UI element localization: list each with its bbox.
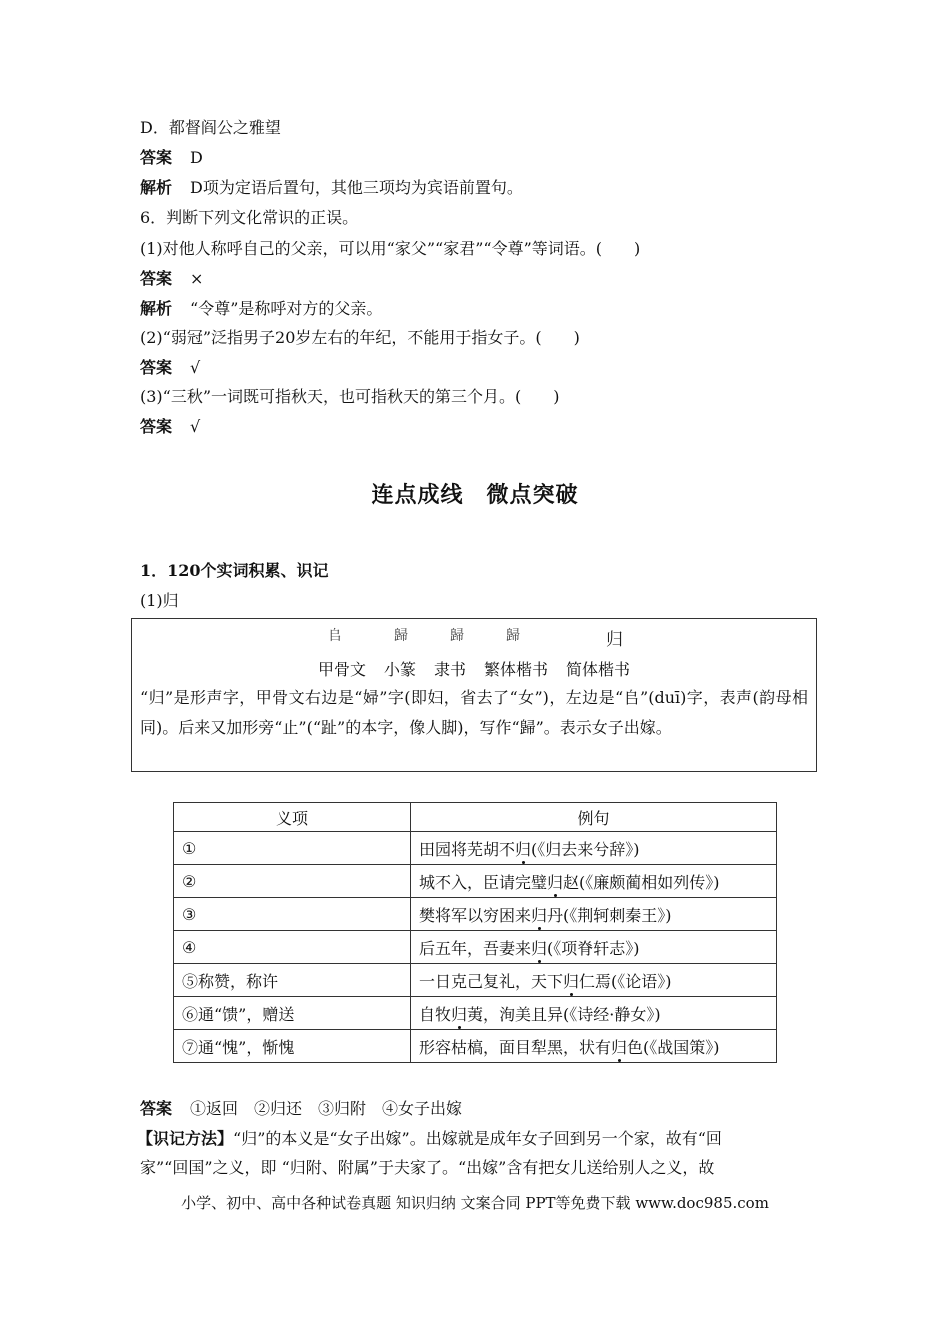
- example-pre: 一日克己复礼，天下: [419, 971, 564, 991]
- meaning-cell: ⑥通“馈”，赠送: [174, 997, 411, 1030]
- traditional-glyph: 歸: [506, 628, 520, 644]
- example-key: 归: [611, 1037, 628, 1057]
- question-6-2: (2)“弱冠”泛指男子20岁左右的年纪，不能用于指女子。( ): [140, 328, 580, 347]
- etymology-text: “归”是形声字，甲骨文右边是“婦”字(即妇，省去了“女”)，左边是“𠂤”(duī)字，表声(韵母相同)。后来又加形旁“止”(“趾”的本字，像人脚)，写作“歸”。表示女子出嫁。: [140, 688, 808, 737]
- example-cell: [411, 964, 777, 997]
- header-example: 例句: [411, 803, 777, 832]
- answer-label: 答案: [140, 358, 173, 377]
- table-answer: [140, 1098, 462, 1120]
- clerical-glyph: 歸: [450, 628, 464, 644]
- example-pre: 田园将芜胡不: [419, 839, 516, 859]
- explanation-1: [140, 177, 523, 199]
- answer-label: 答案: [140, 148, 173, 167]
- script-label: 隶书: [433, 660, 466, 679]
- explanation-text: “令尊”是称呼对方的父亲。: [190, 299, 383, 318]
- seal-glyph: 歸: [394, 628, 408, 644]
- method-line-2: 家”“回国”之义，即 “归附、附属”于夫家了。“出嫁”含有把女儿送给别人之义，故: [140, 1158, 715, 1177]
- script-label: 小篆: [383, 660, 416, 679]
- answer-label: 答案: [140, 1099, 173, 1118]
- table-header-row: [174, 803, 777, 832]
- question-6-1: (1)对他人称呼自己的父亲，可以用“家父”“家君”“令尊”等词语。( ): [140, 239, 641, 258]
- example-key: 归: [531, 938, 548, 958]
- answer-label: 答案: [140, 417, 173, 436]
- meaning-cell: ②: [174, 865, 411, 898]
- option-d: D．都督阎公之雅望: [140, 118, 281, 137]
- example-post: 赵(《廉颇蔺相如列传》): [563, 872, 720, 892]
- method-text: “归”的本义是“女子出嫁”。出嫁就是成年女子回到另一个家，故有“回: [233, 1129, 722, 1148]
- script-labels: [132, 657, 816, 680]
- table-row: [174, 931, 777, 964]
- table-row: [174, 997, 777, 1030]
- example-cell: [411, 898, 777, 931]
- example-pre: 樊将军以穷困来: [419, 905, 532, 925]
- section-heading: 1．120个实词积累、识记: [140, 561, 329, 580]
- example-post: 丹(《荆轲刺秦王》): [547, 905, 672, 925]
- method-line-1: [137, 1128, 722, 1150]
- example-cell: [411, 865, 777, 898]
- explanation-label: 解析: [140, 178, 173, 197]
- answer-value: √: [190, 358, 201, 377]
- answer-value: √: [190, 417, 201, 436]
- question-6-3: (3)“三秋”一词既可指秋天，也可指秋天的第三个月。( ): [140, 387, 560, 406]
- method-label: 【识记方法】: [137, 1129, 234, 1148]
- answer-1: [140, 147, 203, 169]
- example-post: 荑，洵美且异(《诗经·静女》): [467, 1004, 661, 1024]
- example-post: 色(《战国策》): [627, 1037, 720, 1057]
- section-title: 连点成线 微点突破: [371, 483, 579, 508]
- meaning-cell: ④: [174, 931, 411, 964]
- example-cell: [411, 832, 777, 865]
- header-meaning: 义项: [174, 803, 411, 832]
- oracle-glyph: 𠂤: [328, 628, 342, 644]
- example-post: (《归去来兮辞》): [531, 839, 640, 859]
- example-key: 归: [515, 839, 532, 859]
- table-row: [174, 1030, 777, 1063]
- answer-2: [140, 268, 203, 290]
- example-cell: [411, 931, 777, 964]
- glyph-row: [132, 625, 816, 653]
- table-row: [174, 964, 777, 997]
- meaning-cell: ⑦通“愧”，惭愧: [174, 1030, 411, 1063]
- example-post: 仁焉(《论语》): [579, 971, 672, 991]
- definition-table: [173, 802, 777, 1063]
- table-row: [174, 832, 777, 865]
- explanation-text: D项为定语后置句，其他三项均为宾语前置句。: [190, 178, 523, 197]
- example-cell: [411, 997, 777, 1030]
- meaning-cell: ⑤称赞，称许: [174, 964, 411, 997]
- script-label: 繁体楷书: [484, 660, 549, 679]
- table-row: [174, 865, 777, 898]
- example-pre: 后五年，吾妻来: [419, 938, 532, 958]
- table-row: [174, 898, 777, 931]
- explanation-label: 解析: [140, 299, 173, 318]
- simplified-glyph: 归: [606, 630, 623, 650]
- example-pre: 形容枯槁，面目犁黑，状有: [419, 1037, 612, 1057]
- script-label: 甲骨文: [317, 660, 366, 679]
- example-key: 归: [547, 872, 564, 892]
- answer-3: [140, 357, 200, 379]
- example-pre: 自牧: [419, 1004, 452, 1024]
- etymology-box: [131, 618, 817, 772]
- script-label: 简体楷书: [566, 660, 631, 679]
- answer-4: [140, 416, 200, 438]
- section-subheading: (1)归: [140, 591, 179, 610]
- example-post: (《项脊轩志》): [547, 938, 640, 958]
- example-pre: 城不入，臣请完璧: [419, 872, 548, 892]
- example-cell: [411, 1030, 777, 1063]
- page-footer: 小学、初中、高中各种试卷真题 知识归纳 文案合同 PPT等免费下载 www.doc985.com: [181, 1194, 769, 1212]
- example-key: 归: [451, 1004, 468, 1024]
- answer-value: D: [190, 148, 203, 167]
- answer-value: ×: [190, 269, 204, 288]
- meaning-cell: ①: [174, 832, 411, 865]
- answer-label: 答案: [140, 269, 173, 288]
- question-6: 6．判断下列文化常识的正误。: [140, 208, 359, 227]
- example-key: 归: [563, 971, 580, 991]
- answer-value: ①返回 ②归还 ③归附 ④女子出嫁: [190, 1099, 463, 1118]
- explanation-2: [140, 298, 382, 320]
- meaning-cell: ③: [174, 898, 411, 931]
- example-key: 归: [531, 905, 548, 925]
